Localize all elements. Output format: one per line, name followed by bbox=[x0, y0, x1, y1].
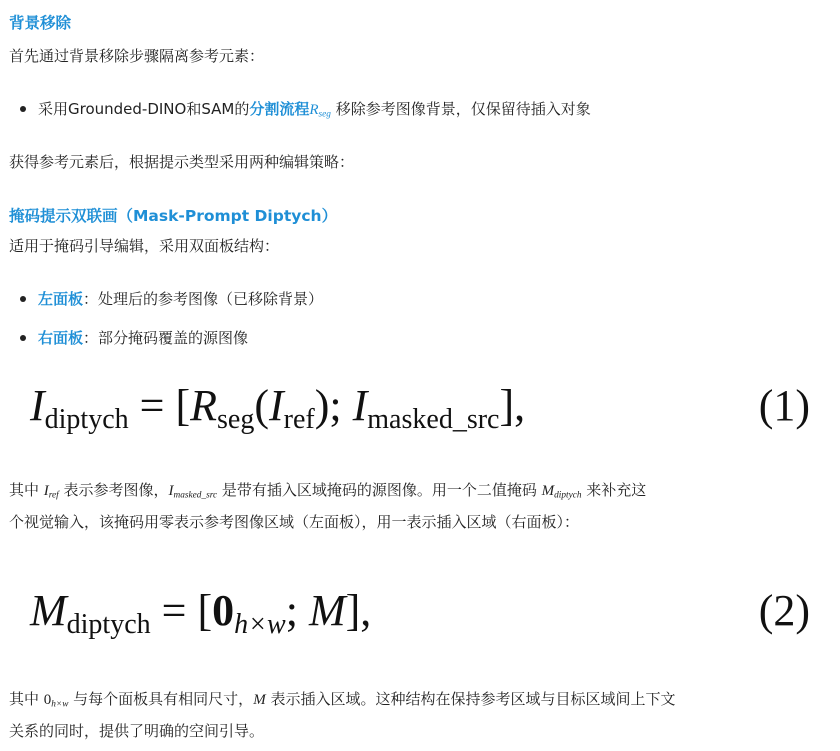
math-symbol: M bbox=[253, 692, 266, 708]
math-symbol: I bbox=[352, 381, 368, 430]
text: 其中 bbox=[9, 690, 44, 708]
list-item-bold: 分割流程 bbox=[249, 100, 310, 118]
text: 来补充这 bbox=[581, 481, 647, 499]
list-item-text: ：处理后的参考图像（已移除背景） bbox=[83, 290, 324, 308]
math-subscript: h×w bbox=[234, 608, 286, 640]
math-subscript: masked_src bbox=[367, 403, 500, 435]
math-operator: = [ bbox=[128, 381, 191, 430]
math-subscript: diptych bbox=[554, 490, 582, 501]
equation-number: (2) bbox=[758, 586, 810, 635]
equation-body bbox=[30, 585, 371, 641]
math-symbol: 0 bbox=[43, 692, 52, 708]
math-subscript: seg bbox=[318, 109, 331, 120]
math-i-masked-src bbox=[169, 483, 218, 499]
math-m-diptych bbox=[542, 483, 582, 499]
text: 表示插入区域。这种结构在保持参考区域与目标区域间上下文 bbox=[265, 690, 676, 708]
math-operator: = [ bbox=[150, 586, 213, 635]
equation-body bbox=[30, 380, 525, 436]
list-item-text-post: 移除参考图像背景，仅保留待插入对象 bbox=[330, 100, 591, 118]
math-operator: ; bbox=[285, 586, 309, 635]
math-operator: ], bbox=[499, 381, 526, 430]
section-heading-mask-prompt: 掩码提示双联画（Mask-Prompt Diptych） bbox=[9, 207, 338, 225]
list-item-left-panel bbox=[38, 288, 323, 309]
bullet-dot bbox=[20, 335, 26, 341]
list-item-right-panel bbox=[38, 327, 248, 348]
paragraph-line bbox=[9, 688, 675, 710]
math-i-ref bbox=[44, 483, 59, 499]
equation-number: (1) bbox=[758, 381, 810, 430]
math-operator: ( bbox=[254, 381, 269, 430]
math-symbol: R bbox=[190, 381, 218, 430]
text: 表示参考图像， bbox=[58, 481, 169, 499]
paragraph-line: 关系的同时，提供了明确的空间引导。 bbox=[9, 722, 265, 740]
section-heading-background-removal: 背景移除 bbox=[9, 14, 72, 32]
paragraph-line: 个视觉输入，该掩码用零表示参考图像区域（左面板），用一表示插入区域（右面板）： bbox=[9, 513, 580, 531]
math-subscript: ref bbox=[283, 403, 315, 435]
bullet-dot bbox=[20, 296, 26, 302]
math-symbol: R bbox=[309, 102, 319, 118]
math-zero-bold: 0 bbox=[212, 586, 235, 635]
list-item-segmentation bbox=[38, 98, 591, 120]
math-symbol: I bbox=[269, 381, 284, 430]
list-item-text: 采用Grounded-DINO和SAM的 bbox=[38, 100, 250, 118]
math-subscript: seg bbox=[217, 403, 255, 435]
math-subscript: h×w bbox=[51, 699, 69, 710]
math-subscript: diptych bbox=[44, 403, 129, 435]
text: 与每个面板具有相同尺寸， bbox=[68, 690, 254, 708]
math-symbol: M bbox=[308, 586, 346, 635]
math-subscript: ref bbox=[48, 490, 59, 501]
math-symbol: I bbox=[168, 483, 174, 499]
math-subscript: masked_src bbox=[173, 490, 218, 501]
equation-2 bbox=[30, 585, 810, 641]
math-r-seg bbox=[309, 102, 331, 118]
text: 其中 bbox=[9, 481, 44, 499]
list-item-text: ：部分掩码覆盖的源图像 bbox=[83, 329, 249, 347]
math-symbol: M bbox=[541, 483, 555, 499]
math-subscript: diptych bbox=[66, 608, 151, 640]
paragraph-line bbox=[9, 479, 646, 501]
math-operator: ); bbox=[314, 381, 353, 430]
math-symbol: M bbox=[30, 586, 67, 635]
math-operator: ], bbox=[345, 586, 372, 635]
text: 是带有插入区域掩码的源图像。用一个二值掩码 bbox=[217, 481, 542, 499]
section-intro: 首先通过背景移除步骤隔离参考元素： bbox=[9, 47, 265, 65]
math-symbol: I bbox=[43, 483, 49, 499]
list-item-label: 左面板 bbox=[38, 290, 84, 308]
bullet-dot bbox=[20, 106, 26, 112]
math-zero-hw bbox=[44, 692, 69, 708]
math-symbol: I bbox=[30, 381, 45, 430]
section-intro: 适用于掩码引导编辑，采用双面板结构： bbox=[9, 237, 280, 255]
equation-1 bbox=[30, 380, 810, 436]
transition-text: 获得参考元素后，根据提示类型采用两种编辑策略： bbox=[9, 153, 355, 171]
list-item-label: 右面板 bbox=[38, 329, 84, 347]
